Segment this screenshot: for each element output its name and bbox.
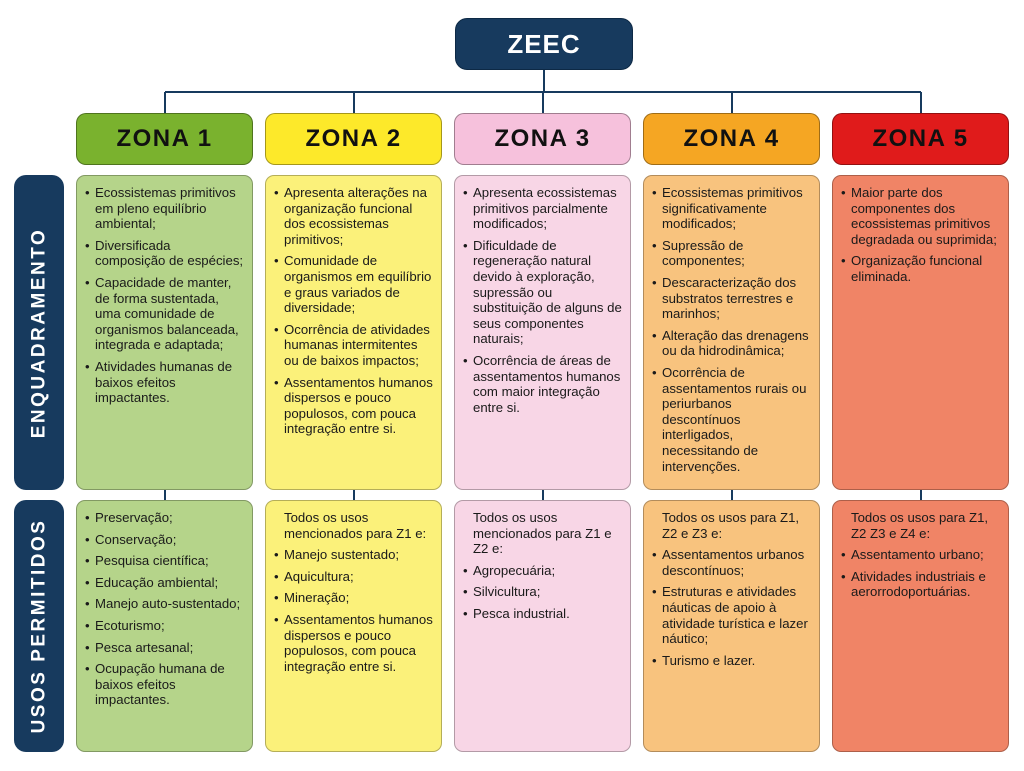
- usos-list: [463, 563, 622, 622]
- list-item: • Agropecuária;: [463, 563, 622, 579]
- row-label-usos-permitidos: [14, 500, 64, 752]
- zone-4-header: [643, 113, 820, 165]
- root-node: [455, 18, 633, 70]
- zone-5-enquadramento-cell: [832, 175, 1009, 490]
- usos-list: [274, 547, 433, 674]
- zone-3-title: ZONA 3: [494, 125, 591, 152]
- list-item: • Diversificada composição de espécies;: [85, 238, 244, 269]
- list-item: • Aquicultura;: [274, 569, 433, 585]
- zone-3-header: [454, 113, 631, 165]
- list-item: • Ecossistemas primitivos em pleno equilíbrio ambiental;: [85, 185, 244, 232]
- list-item: • Assentamentos urbanos descontínuos;: [652, 547, 811, 578]
- list-item: • Manejo sustentado;: [274, 547, 433, 563]
- list-item: • Conservação;: [85, 532, 244, 548]
- list-item: • Ocorrência de assentamentos rurais ou periurbanos descontínuos interligados, necessitando de intervenções.: [652, 365, 811, 474]
- zone-5-usos-cell: [832, 500, 1009, 752]
- list-item: • Alteração das drenagens ou da hidrodinâmica;: [652, 328, 811, 359]
- list-item: • Preservação;: [85, 510, 244, 526]
- zone-1-title: ZONA 1: [116, 125, 213, 152]
- enquadramento-list: [841, 185, 1000, 285]
- list-item: • Mineração;: [274, 590, 433, 606]
- zone-1-usos-cell: [76, 500, 253, 752]
- list-item: • Educação ambiental;: [85, 575, 244, 591]
- list-item: • Assentamento urbano;: [841, 547, 1000, 563]
- zone-4-title: ZONA 4: [683, 125, 780, 152]
- list-item: • Atividades humanas de baixos efeitos impactantes.: [85, 359, 244, 406]
- list-item: • Ocorrência de atividades humanas intermitentes ou de baixos impactos;: [274, 322, 433, 369]
- list-item: • Turismo e lazer.: [652, 653, 811, 669]
- list-item: • Ecoturismo;: [85, 618, 244, 634]
- list-item: • Assentamentos humanos dispersos e pouco populosos, com pouca integração entre si.: [274, 375, 433, 437]
- list-item: • Assentamentos humanos dispersos e pouco populosos, com pouca integração entre si.: [274, 612, 433, 674]
- usos-intro-text: Todos os usos mencionados para Z1 e Z2 e:: [473, 510, 612, 557]
- zone-2-header: [265, 113, 442, 165]
- list-item: • Manejo auto-sustentado;: [85, 596, 244, 612]
- list-item: • Descaracterização dos substratos terrestres e marinhos;: [652, 275, 811, 322]
- enquadramento-list: [463, 185, 622, 415]
- zone-1-enquadramento-cell: [76, 175, 253, 490]
- zone-2-title: ZONA 2: [305, 125, 402, 152]
- enquadramento-list: [274, 185, 433, 437]
- list-item: • Apresenta ecossistemas primitivos parcialmente modificados;: [463, 185, 622, 232]
- row-label-enquadramento-text: ENQUADRAMENTO: [28, 227, 50, 438]
- usos-intro-text: Todos os usos para Z1, Z2 Z3 e Z4 e:: [851, 510, 989, 541]
- list-item: • Atividades industriais e aerorrodoportuárias.: [841, 569, 1000, 600]
- list-item: • Apresenta alterações na organização funcional dos ecossistemas primitivos;: [274, 185, 433, 247]
- list-item: • Ocorrência de áreas de assentamentos humanos com maior integração entre si.: [463, 353, 622, 415]
- zone-3-enquadramento-cell: [454, 175, 631, 490]
- list-item: • Supressão de componentes;: [652, 238, 811, 269]
- list-item: • Maior parte dos componentes dos ecossistemas primitivos degradada ou suprimida;: [841, 185, 1000, 247]
- zone-4-usos-cell: [643, 500, 820, 752]
- zone-2-usos-cell: [265, 500, 442, 752]
- usos-list: [652, 547, 811, 668]
- list-item: • Ocupação humana de baixos efeitos impactantes.: [85, 661, 244, 708]
- list-item: • Capacidade de manter, de forma sustentada, uma comunidade de organismos balanceada, integrada e adaptada;: [85, 275, 244, 353]
- zone-5-title: ZONA 5: [872, 125, 969, 152]
- list-item: • Comunidade de organismos em equilíbrio e graus variados de diversidade;: [274, 253, 433, 315]
- list-item: • Dificuldade de regeneração natural devido à exploração, supressão ou substituição de alguns de seus componentes naturais;: [463, 238, 622, 347]
- zone-2-enquadramento-cell: [265, 175, 442, 490]
- root-title: ZEEC: [507, 28, 581, 59]
- list-item: • Silvicultura;: [463, 584, 622, 600]
- usos-intro-text: Todos os usos para Z1, Z2 e Z3 e:: [662, 510, 800, 541]
- list-item: • Pesca industrial.: [463, 606, 622, 622]
- usos-list: [841, 547, 1000, 600]
- list-item: • Ecossistemas primitivos significativamente modificados;: [652, 185, 811, 232]
- usos-intro-text: Todos os usos mencionados para Z1 e:: [284, 510, 427, 541]
- zone-3-usos-cell: [454, 500, 631, 752]
- usos-list: [85, 510, 244, 708]
- list-item: • Pesca artesanal;: [85, 640, 244, 656]
- list-item: • Pesquisa científica;: [85, 553, 244, 569]
- row-label-usos-text: USOS PERMITIDOS: [28, 518, 50, 734]
- enquadramento-list: [85, 185, 244, 406]
- zone-1-header: [76, 113, 253, 165]
- enquadramento-list: [652, 185, 811, 474]
- list-item: • Organização funcional eliminada.: [841, 253, 1000, 284]
- list-item: • Estruturas e atividades náuticas de apoio à atividade turística e lazer náutico;: [652, 584, 811, 646]
- zone-4-enquadramento-cell: [643, 175, 820, 490]
- row-label-enquadramento: [14, 175, 64, 490]
- zone-5-header: [832, 113, 1009, 165]
